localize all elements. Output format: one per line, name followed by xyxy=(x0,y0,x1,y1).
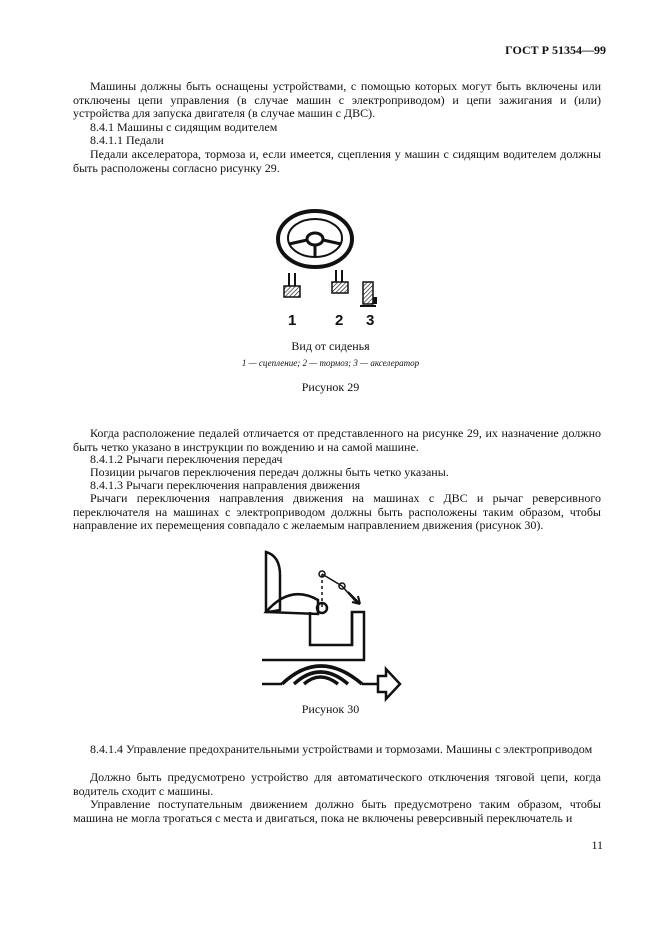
paragraph-control-circuits: Машины должны быть оснащены устройствами, с помощью которых могут быть включены или отключены цепи управления (в случае машин с электроприводом) и цепи зажигания и (или) устройства для запуска двигателя (в случае машин с ДВС). xyxy=(73,79,601,120)
section-8-4-1-2: 8.4.1.2 Рычаги переключения передач xyxy=(90,452,283,466)
wheel-arch xyxy=(282,666,362,684)
page-number: 11 xyxy=(591,838,603,852)
figure-29-caption: Рисунок 29 xyxy=(301,380,360,394)
section-8-4-1-1: 8.4.1.1 Педали xyxy=(90,133,164,147)
paragraph-gear-positions: Позиции рычагов переключения передач должны быть четко указаны. xyxy=(90,465,449,479)
figure-29-legend: 1 — сцепление; 2 — тормоз; 3 — акселератор xyxy=(241,358,420,368)
figure-29-view-label: Вид от сиденья xyxy=(291,339,370,353)
pedal-number-2: 2 xyxy=(335,312,344,329)
section-8-4-1: 8.4.1 Машины с сидящим водителем xyxy=(90,120,278,134)
paragraph-pedal-location: Когда расположение педалей отличается от представленного на рисунке 29, их назначение должно быть четко указано в инструкции по вождению и на самой машине. xyxy=(73,426,601,454)
pedal-number-3: 3 xyxy=(366,312,375,329)
steering-column xyxy=(262,612,364,660)
figure-30-caption: Рисунок 30 xyxy=(301,702,360,716)
control-console xyxy=(310,612,352,645)
seat-back xyxy=(266,552,280,612)
document-header: ГОСТ Р 51354—99 xyxy=(505,43,606,57)
paragraph-traction-cutoff: Должно быть предусмотрено устройство для автоматического отключения тяговой цепи, когда водитель сходит с машины. xyxy=(73,770,601,798)
section-8-4-1-3: 8.4.1.3 Рычаги переключения направления движения xyxy=(90,478,361,492)
paragraph-forward-motion: Управление поступательным движением должно быть предусмотрено таким образом, чтобы машина не могла трогаться с места и двигаться, пока не включены реверсивный переключатель и xyxy=(73,797,601,825)
paragraph-direction-levers: Рычаги переключения направления движения на машинах с ДВС и рычаг реверсивного переключателя на машинах с электроприводом должны быть расположены таким образом, чтобы направление их перемещения совпадало с желаемым направлением движения (рисунок 30). xyxy=(73,491,601,532)
direction-arrow xyxy=(378,669,400,699)
paragraph-pedals: Педали акселератора, тормоза и, если имеется, сцепления у машин с сидящим водителем должны быть расположены согласно рисунку 29. xyxy=(73,147,601,175)
section-8-4-1-4: 8.4.1.4 Управление предохранительными устройствами и тормозами. Машины с электроприводом xyxy=(90,742,593,756)
pedal-number-1: 1 xyxy=(288,312,297,329)
